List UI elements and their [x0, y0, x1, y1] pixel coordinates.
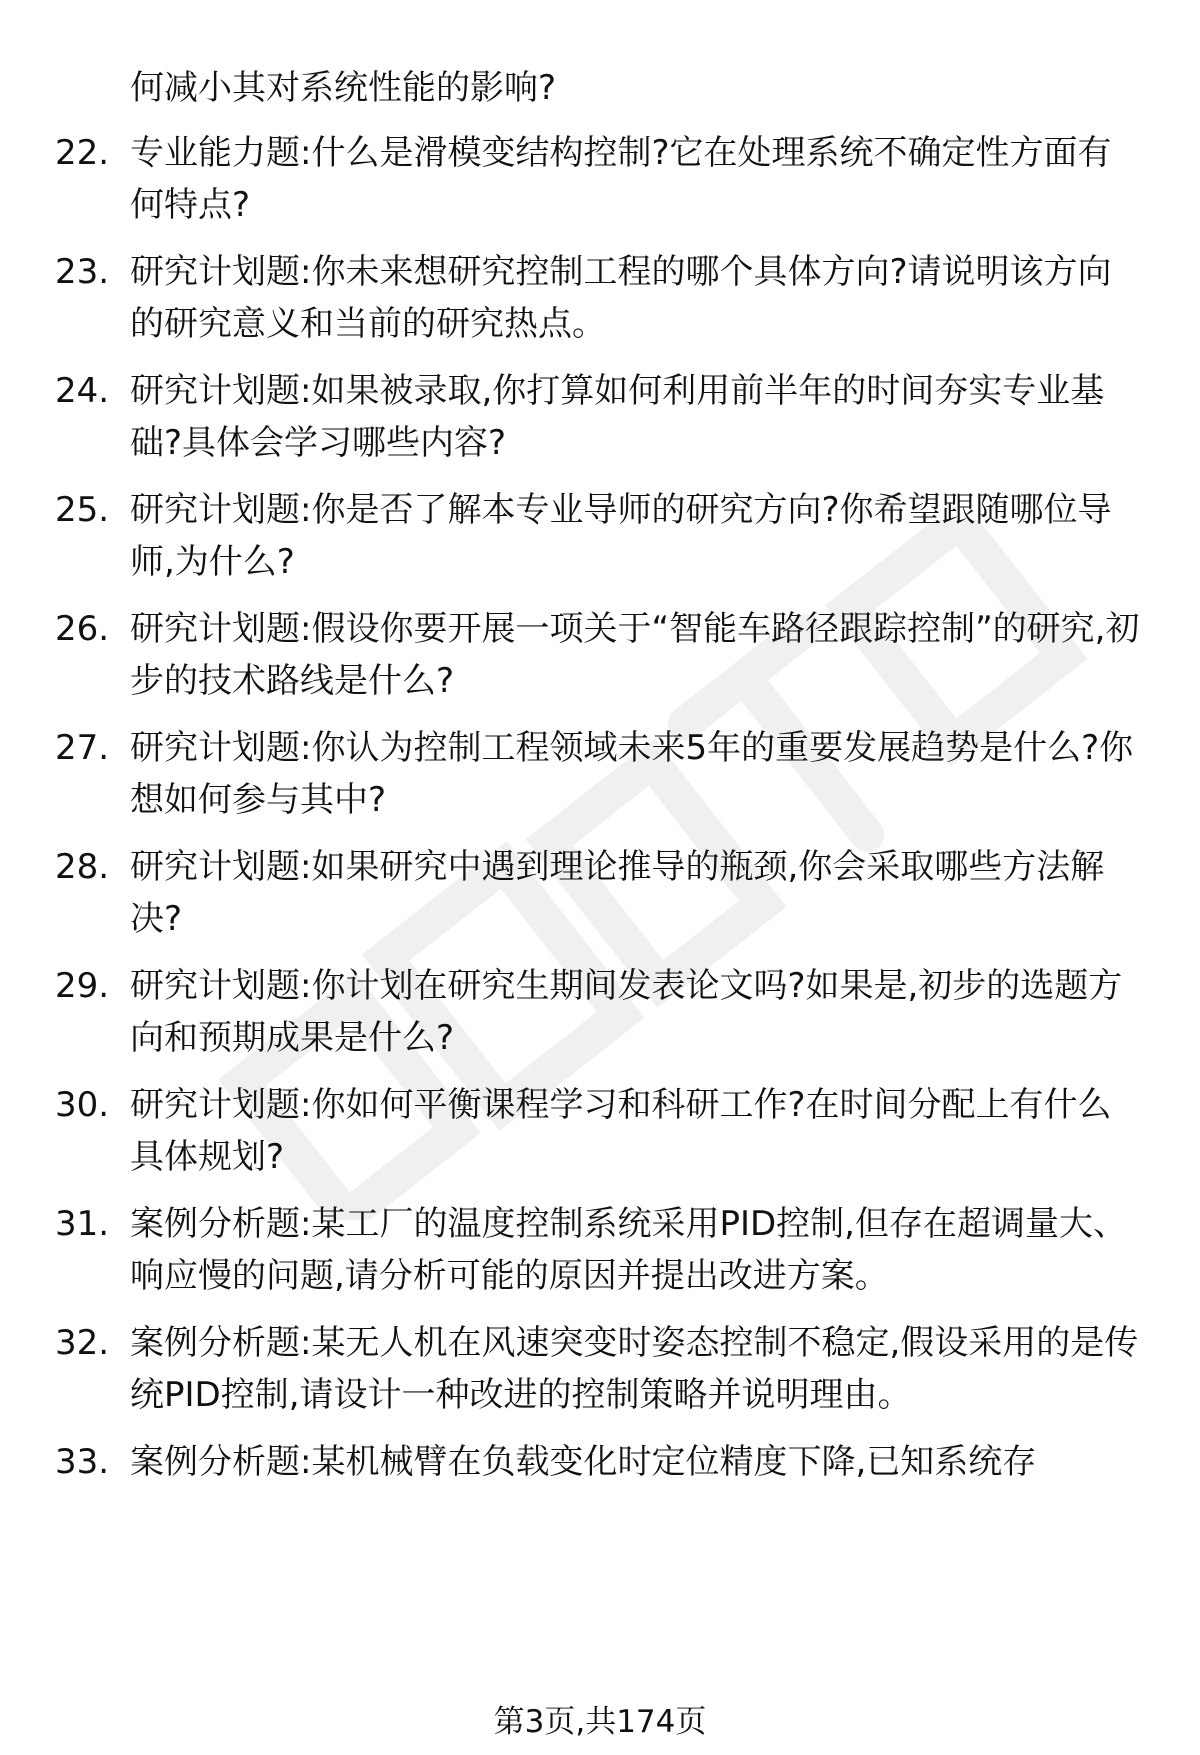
question-text: 研究计划题:你认为控制工程领域未来5年的重要发展趋势是什么?你想如何参与其中?	[130, 728, 1134, 820]
question-text: 研究计划题:你计划在研究生期间发表论文吗?如果是,初步的选题方向和预期成果是什么?	[130, 966, 1123, 1058]
question-number: 26.	[55, 609, 110, 649]
question-text: 专业能力题:什么是滑模变结构控制?它在处理系统不确定性方面有何特点?	[130, 133, 1112, 225]
page-footer: 第3页,共174页	[493, 1704, 707, 1740]
question-number: 27.	[55, 728, 110, 768]
question-number: 22.	[55, 133, 110, 173]
question-text: 研究计划题:你如何平衡课程学习和科研工作?在时间分配上有什么具体规划?	[130, 1085, 1112, 1177]
question-number: 30.	[55, 1085, 110, 1125]
question-text: 研究计划题:如果研究中遇到理论推导的瓶颈,你会采取哪些方法解决?	[130, 847, 1105, 939]
question-text: 研究计划题:如果被录取,你打算如何利用前半年的时间夯实专业基础?具体会学习哪些内容?	[130, 371, 1105, 463]
continuation-line: 何减小其对系统性能的影响?	[130, 68, 557, 108]
question-text: 案例分析题:某工厂的温度控制系统采用PID控制,但存在超调量大、响应慢的问题,请分析可能的原因并提出改进方案。	[130, 1204, 1127, 1296]
question-number: 32.	[55, 1323, 110, 1363]
question-text: 研究计划题:假设你要开展一项关于“智能车路径跟踪控制”的研究,初步的技术路线是什么?	[130, 609, 1140, 701]
question-text: 案例分析题:某无人机在风速突变时姿态控制不稳定,假设采用的是传统PID控制,请设计一种改进的控制策略并说明理由。	[130, 1323, 1139, 1415]
question-number: 25.	[55, 490, 110, 530]
question-number: 29.	[55, 966, 110, 1006]
question-text: 研究计划题:你是否了解本专业导师的研究方向?你希望跟随哪位导师,为什么?	[130, 490, 1112, 582]
question-number: 31.	[55, 1204, 110, 1244]
question-number: 24.	[55, 371, 110, 411]
question-number: 23.	[55, 252, 110, 292]
question-number: 28.	[55, 847, 110, 887]
question-text: 案例分析题:某机械臂在负载变化时定位精度下降,已知系统存	[130, 1442, 1037, 1482]
question-number: 33.	[55, 1442, 110, 1482]
question-text: 研究计划题:你未来想研究控制工程的哪个具体方向?请说明该方向的研究意义和当前的研究热点。	[130, 252, 1112, 344]
